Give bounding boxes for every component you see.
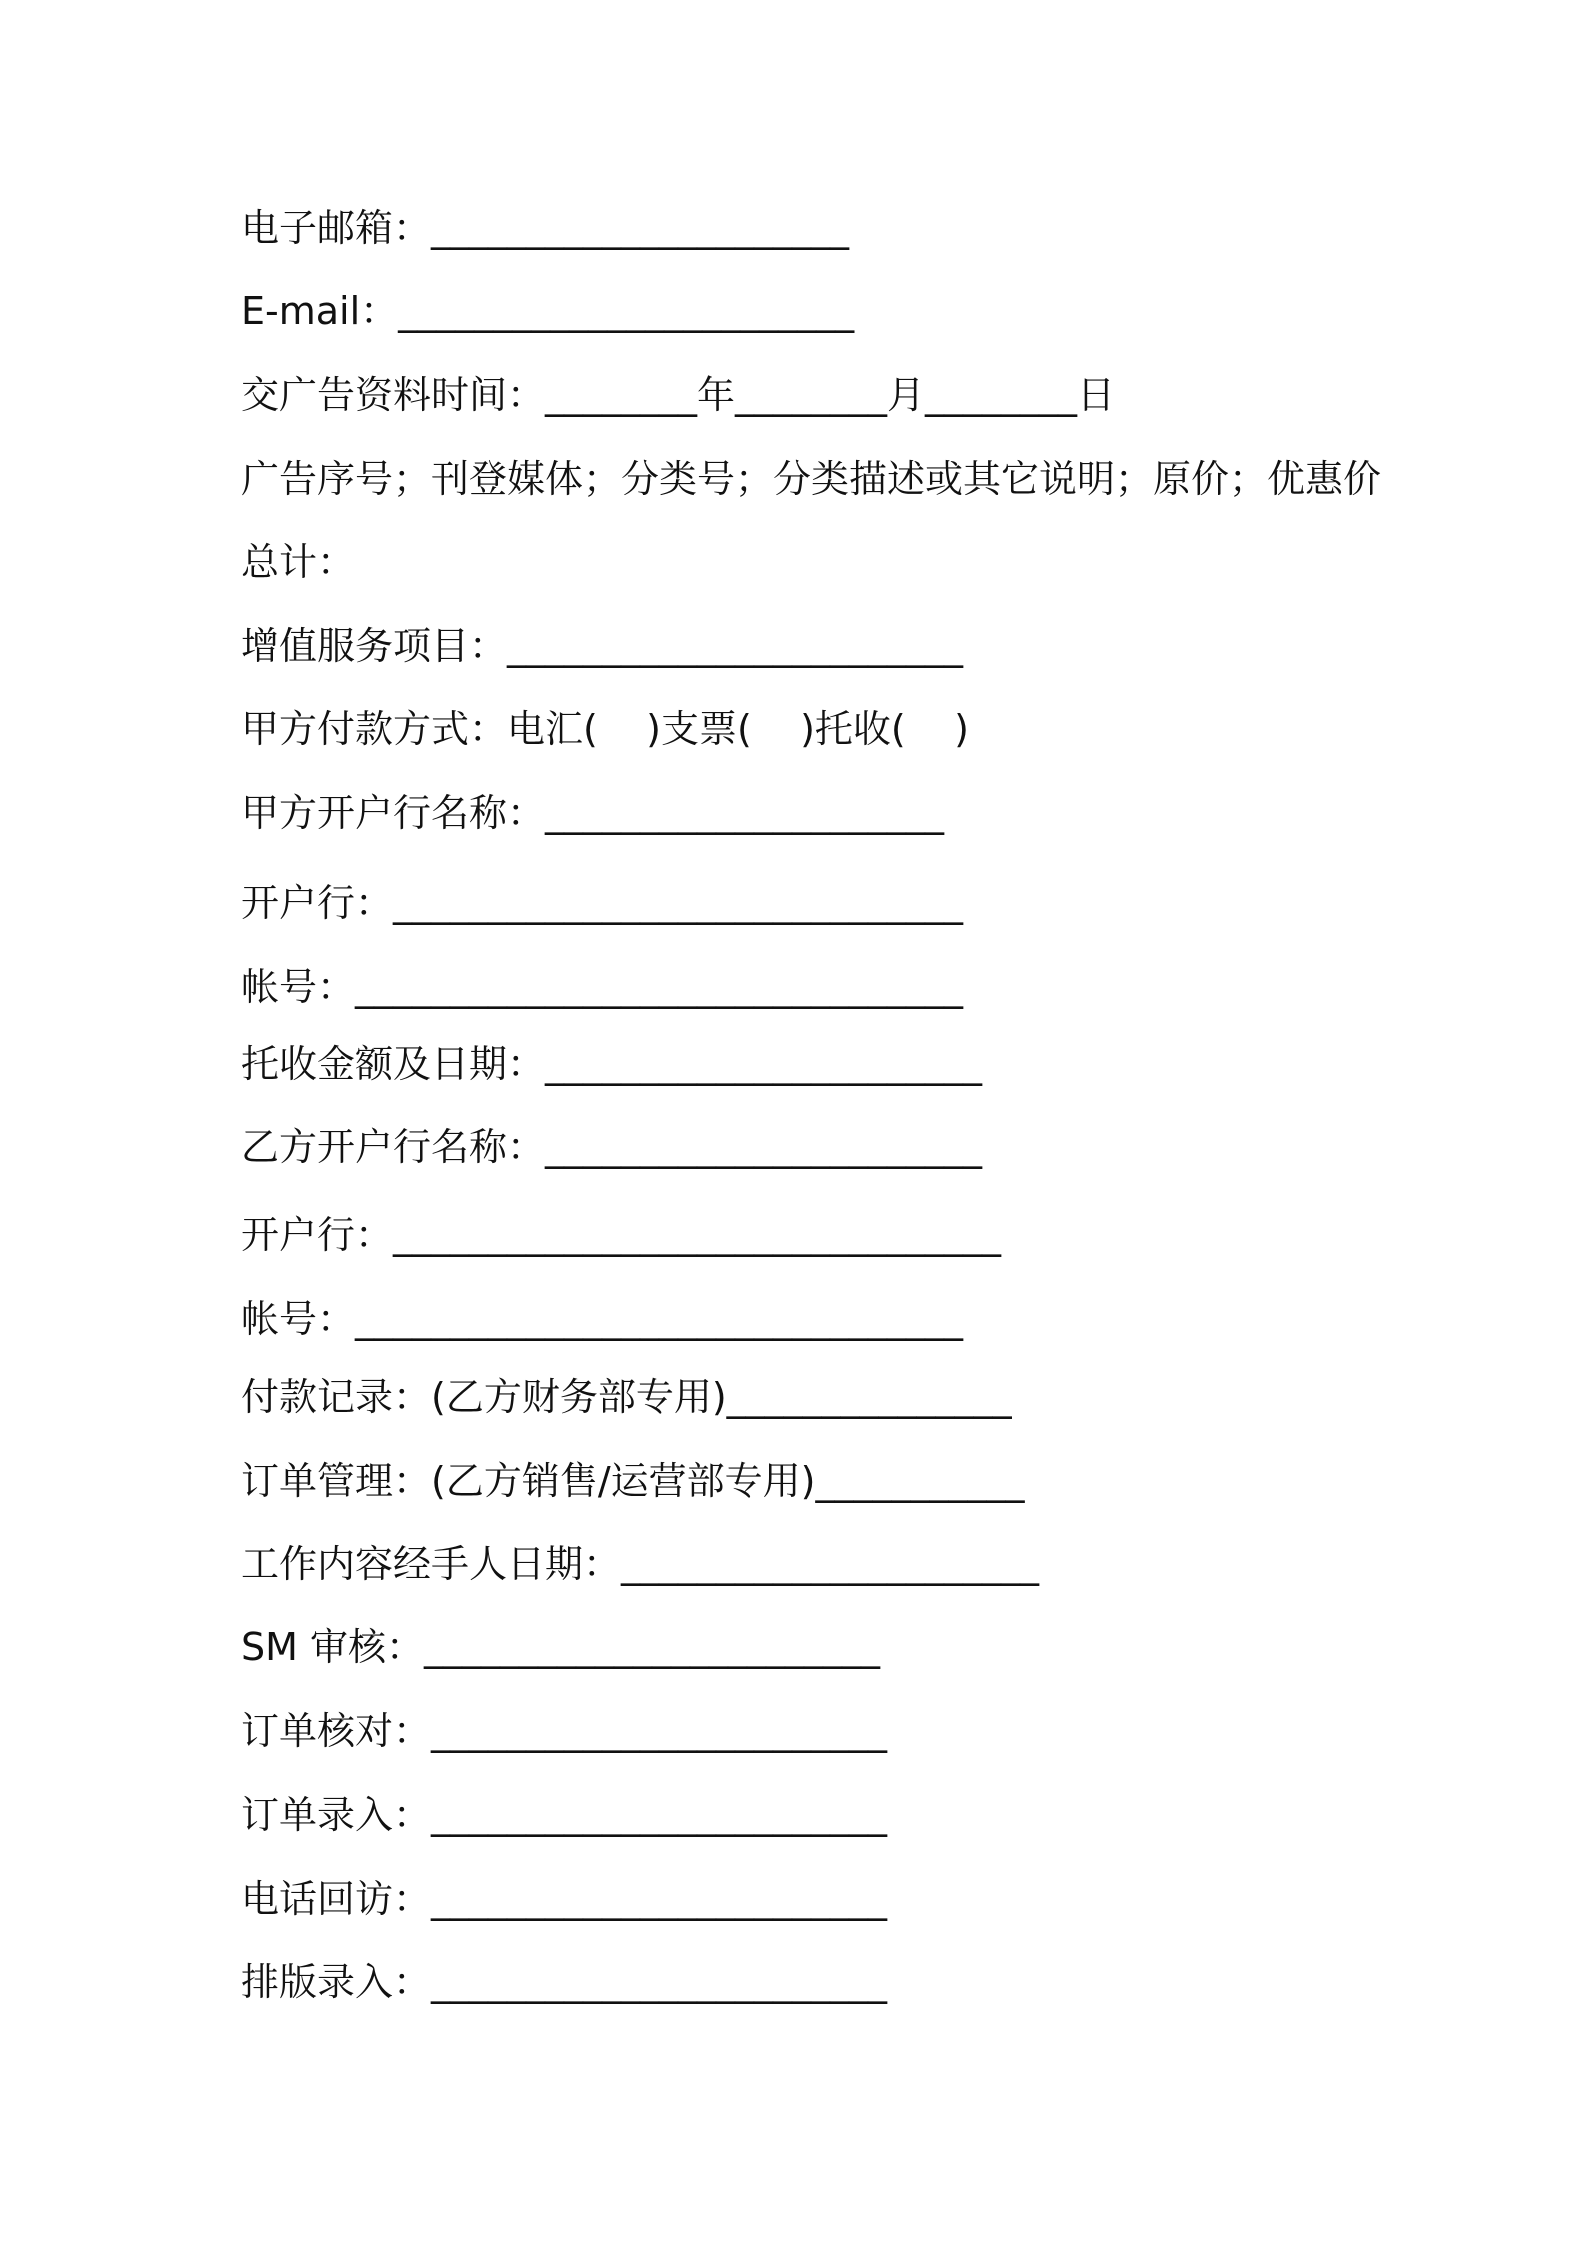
- collection-amount-date-line: 托收金额及日期：_______________________: [241, 1042, 983, 1086]
- party-a-bank-name-line: 甲方开户行名称：_____________________: [241, 791, 945, 835]
- sm-review-line: SM 审核：________________________: [241, 1625, 880, 1669]
- phone-followup-line: 电话回访：________________________: [241, 1877, 888, 1921]
- ad-fields-header-line: 广告序号；刊登媒体；分类号；分类描述或其它说明；原价；优惠价: [241, 457, 1382, 501]
- order-management-line: 订单管理：(乙方销售/运营部专用)___________: [241, 1459, 1025, 1503]
- email-cn-line: 电子邮箱：______________________: [241, 206, 850, 250]
- party-b-bank-name-line: 乙方开户行名称：_______________________: [241, 1125, 983, 1169]
- party-a-account-line: 帐号：________________________________: [241, 965, 964, 1009]
- order-check-line: 订单核对：________________________: [241, 1709, 888, 1753]
- material-submit-date-line: 交广告资料时间：________年________月________日: [241, 373, 1116, 417]
- order-entry-line: 订单录入：________________________: [241, 1793, 888, 1837]
- value-added-service-line: 增值服务项目：________________________: [241, 624, 964, 668]
- party-b-opening-bank-line: 开户行：________________________________: [241, 1213, 1002, 1257]
- party-b-account-line: 帐号：________________________________: [241, 1297, 964, 1341]
- email-en-line: E-mail：________________________: [241, 289, 855, 333]
- party-a-payment-method-line: 甲方付款方式：电汇( )支票( )托收( ): [241, 707, 969, 751]
- payment-record-line: 付款记录：(乙方财务部专用)_______________: [241, 1375, 1012, 1419]
- party-a-opening-bank-line: 开户行：______________________________: [241, 881, 964, 925]
- typesetting-entry-line: 排版录入：________________________: [241, 1960, 888, 2004]
- handler-date-line: 工作内容经手人日期：______________________: [241, 1542, 1040, 1586]
- total-line: 总计：: [241, 540, 356, 584]
